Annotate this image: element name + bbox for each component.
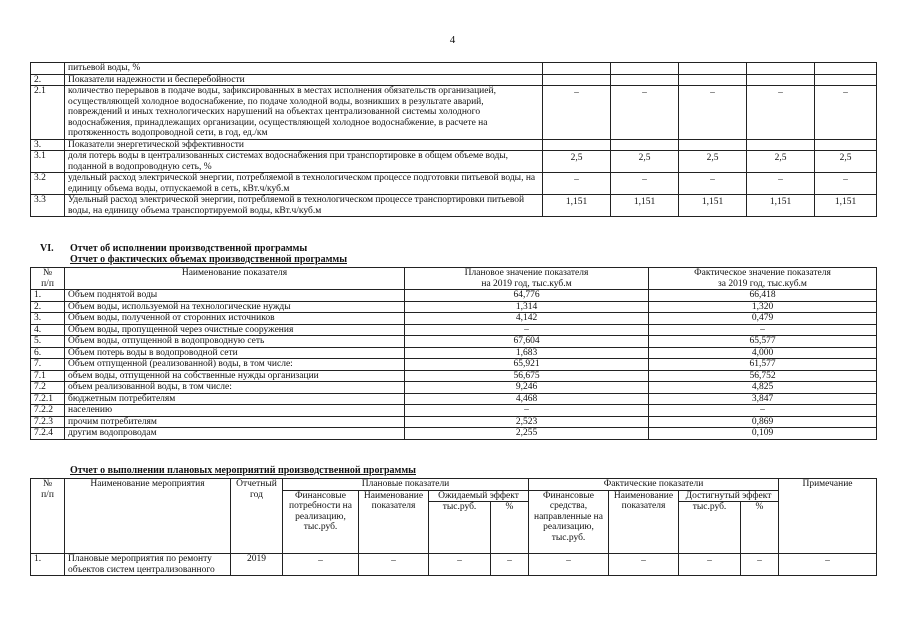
volume-number: 3. — [31, 313, 65, 325]
indicator-text: питьевой воды, % — [65, 63, 543, 75]
indicator-value — [747, 139, 815, 151]
volume-number: 7.2.4 — [31, 428, 65, 440]
indicator-value: – — [679, 173, 747, 195]
event-value: – — [283, 554, 359, 576]
volume-row — [31, 301, 877, 313]
volume-name: бюджетным потребителям — [65, 393, 405, 405]
event-value: – — [609, 554, 679, 576]
indicator-number: 2. — [31, 74, 65, 86]
indicator-number: 3.3 — [31, 195, 65, 217]
volumes-header-fact: Фактическое значение показателя за 2019 год, тыс.куб.м — [649, 268, 877, 290]
indicator-value — [611, 139, 679, 151]
indicator-value — [679, 139, 747, 151]
volume-row — [31, 359, 877, 371]
volume-plan-value: 4,142 — [405, 313, 649, 325]
volume-fact-value: – — [649, 324, 877, 336]
volume-fact-value: 4,000 — [649, 347, 877, 359]
volume-row — [31, 405, 877, 417]
volume-row — [31, 393, 877, 405]
section-subtitle: Отчет о фактических объемах производственной программы — [70, 254, 347, 265]
indicator-value — [543, 74, 611, 86]
indicator-row — [31, 151, 877, 173]
indicator-number: 3. — [31, 139, 65, 151]
volume-fact-value: 0,109 — [649, 428, 877, 440]
events-header-name: Наименование мероприятия — [65, 479, 231, 554]
indicator-value — [679, 63, 747, 75]
indicator-value: 2,5 — [815, 151, 877, 173]
volume-number: 5. — [31, 336, 65, 348]
volumes-header-plan: Плановое значение показателя на 2019 год, тыс.куб.м — [405, 268, 649, 290]
events-header-note: Примечание — [779, 479, 877, 554]
indicator-value: – — [747, 173, 815, 195]
events-header-fact-pct: % — [741, 502, 779, 554]
events-header-num: № п/п — [31, 479, 65, 554]
indicator-value — [747, 74, 815, 86]
events-header-plan-fin: Финансовые потребности на реализацию, тыс.руб. — [283, 490, 359, 554]
volume-fact-value: 0,869 — [649, 416, 877, 428]
event-name: Плановые мероприятия по ремонту объектов систем централизованного — [65, 554, 231, 576]
indicator-value — [747, 63, 815, 75]
indicator-value — [815, 139, 877, 151]
volume-number: 7.1 — [31, 370, 65, 382]
events-header-plan-effect: Ожидаемый эффект — [429, 490, 529, 502]
indicator-text: Удельный расход электрической энергии, потребляемой в технологическом процессе транспортировки питьевой воды, на единицу объема транспортируемой воды, кВт.ч/куб.м — [65, 195, 543, 217]
indicator-value: – — [679, 86, 747, 140]
indicator-number: 3.1 — [31, 151, 65, 173]
volume-plan-value: 2,255 — [405, 428, 649, 440]
indicator-text: доля потерь воды в централизованных системах водоснабжения при транспортировке в общем объеме воды, поданной в водопроводную сеть, % — [65, 151, 543, 173]
indicator-value: – — [543, 86, 611, 140]
volume-name: прочим потребителям — [65, 416, 405, 428]
volume-number: 4. — [31, 324, 65, 336]
volumes-table — [30, 267, 877, 440]
indicator-number — [31, 63, 65, 75]
volume-name: объем воды, отпущенной на собственные нужды организации — [65, 370, 405, 382]
indicator-row — [31, 139, 877, 151]
volume-name: другим водопроводам — [65, 428, 405, 440]
volume-name: Объем воды, пропущенной через очистные сооружения — [65, 324, 405, 336]
event-value: – — [359, 554, 429, 576]
events-header-fact-group: Фактические показатели — [529, 479, 779, 491]
volume-number: 7.2.2 — [31, 405, 65, 417]
indicator-text: Показатели надежности и бесперебойности — [65, 74, 543, 86]
indicator-row — [31, 173, 877, 195]
volume-fact-value: 66,418 — [649, 290, 877, 302]
events-section-title: Отчет о выполнении плановых мероприятий производственной программы — [70, 465, 416, 476]
volume-row — [31, 313, 877, 325]
indicator-value: – — [611, 173, 679, 195]
section-number: VI. — [40, 243, 54, 254]
page-number: 4 — [449, 34, 456, 46]
indicator-number: 3.2 — [31, 173, 65, 195]
indicator-row — [31, 63, 877, 75]
indicator-value: 1,151 — [543, 195, 611, 217]
indicator-value: 1,151 — [679, 195, 747, 217]
event-value: – — [679, 554, 741, 576]
events-table — [30, 478, 877, 576]
volume-number: 7.2 — [31, 382, 65, 394]
volume-name: Объем воды, полученной от сторонних источников — [65, 313, 405, 325]
volume-plan-value: 65,921 — [405, 359, 649, 371]
volume-fact-value: 65,577 — [649, 336, 877, 348]
indicator-number: 2.1 — [31, 86, 65, 140]
event-value: – — [779, 554, 877, 576]
events-header-plan-rub: тыс.руб. — [429, 502, 491, 554]
indicator-value: – — [611, 86, 679, 140]
volume-name: объем реализованной воды, в том числе: — [65, 382, 405, 394]
volume-plan-value: 1,314 — [405, 301, 649, 313]
volume-plan-value: – — [405, 405, 649, 417]
indicator-value — [611, 63, 679, 75]
volume-name: населению — [65, 405, 405, 417]
volume-row — [31, 416, 877, 428]
indicator-row — [31, 195, 877, 217]
volume-plan-value: – — [405, 324, 649, 336]
volumes-header-num: № п/п — [31, 268, 65, 290]
event-number: 1. — [31, 554, 65, 576]
volume-row — [31, 336, 877, 348]
volume-number: 6. — [31, 347, 65, 359]
volume-number: 1. — [31, 290, 65, 302]
volume-row — [31, 428, 877, 440]
event-value: – — [741, 554, 779, 576]
volume-fact-value: 61,577 — [649, 359, 877, 371]
indicator-value — [679, 74, 747, 86]
section-title: Отчет об исполнении производственной программы — [70, 243, 308, 254]
indicator-value: 1,151 — [815, 195, 877, 217]
volume-row — [31, 290, 877, 302]
volume-name: Объем отпущенной (реализованной) воды, в том числе: — [65, 359, 405, 371]
volume-row — [31, 324, 877, 336]
volume-fact-value: 56,752 — [649, 370, 877, 382]
volume-plan-value: 9,246 — [405, 382, 649, 394]
indicator-value — [815, 63, 877, 75]
event-value: – — [529, 554, 609, 576]
volume-plan-value: 56,675 — [405, 370, 649, 382]
indicator-row — [31, 86, 877, 140]
events-header-year: Отчетный год — [231, 479, 283, 554]
indicator-value: – — [543, 173, 611, 195]
volume-row — [31, 370, 877, 382]
volume-number: 2. — [31, 301, 65, 313]
volume-number: 7. — [31, 359, 65, 371]
indicator-value — [815, 74, 877, 86]
indicator-value: – — [815, 86, 877, 140]
volume-fact-value: 3,847 — [649, 393, 877, 405]
indicator-text: удельный расход электрической энергии, потребляемой в технологическом процессе подготовки питьевой воды, на единицу объема воды, отпускаемой в сеть, кВт.ч/куб.м — [65, 173, 543, 195]
volume-fact-value: 0,479 — [649, 313, 877, 325]
events-header-plan-group: Плановые показатели — [283, 479, 529, 491]
events-header-plan-pct: % — [491, 502, 529, 554]
volume-plan-value: 64,776 — [405, 290, 649, 302]
volume-number: 7.2.3 — [31, 416, 65, 428]
event-value: – — [491, 554, 529, 576]
event-row — [31, 554, 877, 576]
event-value: – — [429, 554, 491, 576]
volume-name: Объем поднятой воды — [65, 290, 405, 302]
indicator-value — [611, 74, 679, 86]
indicator-value: 1,151 — [611, 195, 679, 217]
events-header-fact-rub: тыс.руб. — [679, 502, 741, 554]
volume-fact-value: 4,825 — [649, 382, 877, 394]
indicator-value: – — [815, 173, 877, 195]
volume-name: Объем потерь воды в водопроводной сети — [65, 347, 405, 359]
indicator-value: 1,151 — [747, 195, 815, 217]
volume-number: 7.2.1 — [31, 393, 65, 405]
events-header-plan-indicator: Наименование показателя — [359, 490, 429, 554]
events-header-fact-fin: Финансовые средства, направленные на реализацию, тыс.руб. — [529, 490, 609, 554]
volume-row — [31, 382, 877, 394]
indicator-value: – — [747, 86, 815, 140]
events-header-fact-effect: Достигнутый эффект — [679, 490, 779, 502]
volume-fact-value: – — [649, 405, 877, 417]
indicator-text: количество перерывов в подаче воды, зафиксированных в местах исполнения обязательств организацией, осуществляющей холодное водоснабжение, по подаче холодной воды, возникших в результате аварий, повреждений и иных технологических нарушений на объектах централизованной системы холодного водоснабжения, принадлежащих организации, осуществляющей холодное водоснабжение, в расчете на протяженность водопроводной сети, в год, ед./км — [65, 86, 543, 140]
indicator-value: 2,5 — [611, 151, 679, 173]
volume-name: Объем воды, отпущенной в водопроводную сеть — [65, 336, 405, 348]
indicators-table — [30, 62, 877, 217]
indicator-row — [31, 74, 877, 86]
volume-plan-value: 2,523 — [405, 416, 649, 428]
volumes-header-name: Наименование показателя — [65, 268, 405, 290]
volume-plan-value: 4,468 — [405, 393, 649, 405]
indicator-value: 2,5 — [747, 151, 815, 173]
indicator-value: 2,5 — [679, 151, 747, 173]
volume-row — [31, 347, 877, 359]
indicator-value — [543, 139, 611, 151]
volume-plan-value: 1,683 — [405, 347, 649, 359]
volume-fact-value: 1,320 — [649, 301, 877, 313]
indicator-text: Показатели энергетической эффективности — [65, 139, 543, 151]
volume-name: Объем воды, используемой на технологические нужды — [65, 301, 405, 313]
events-header-fact-indicator: Наименование показателя — [609, 490, 679, 554]
event-year: 2019 — [231, 554, 283, 576]
indicator-value — [543, 63, 611, 75]
indicator-value: 2,5 — [543, 151, 611, 173]
volume-plan-value: 67,604 — [405, 336, 649, 348]
